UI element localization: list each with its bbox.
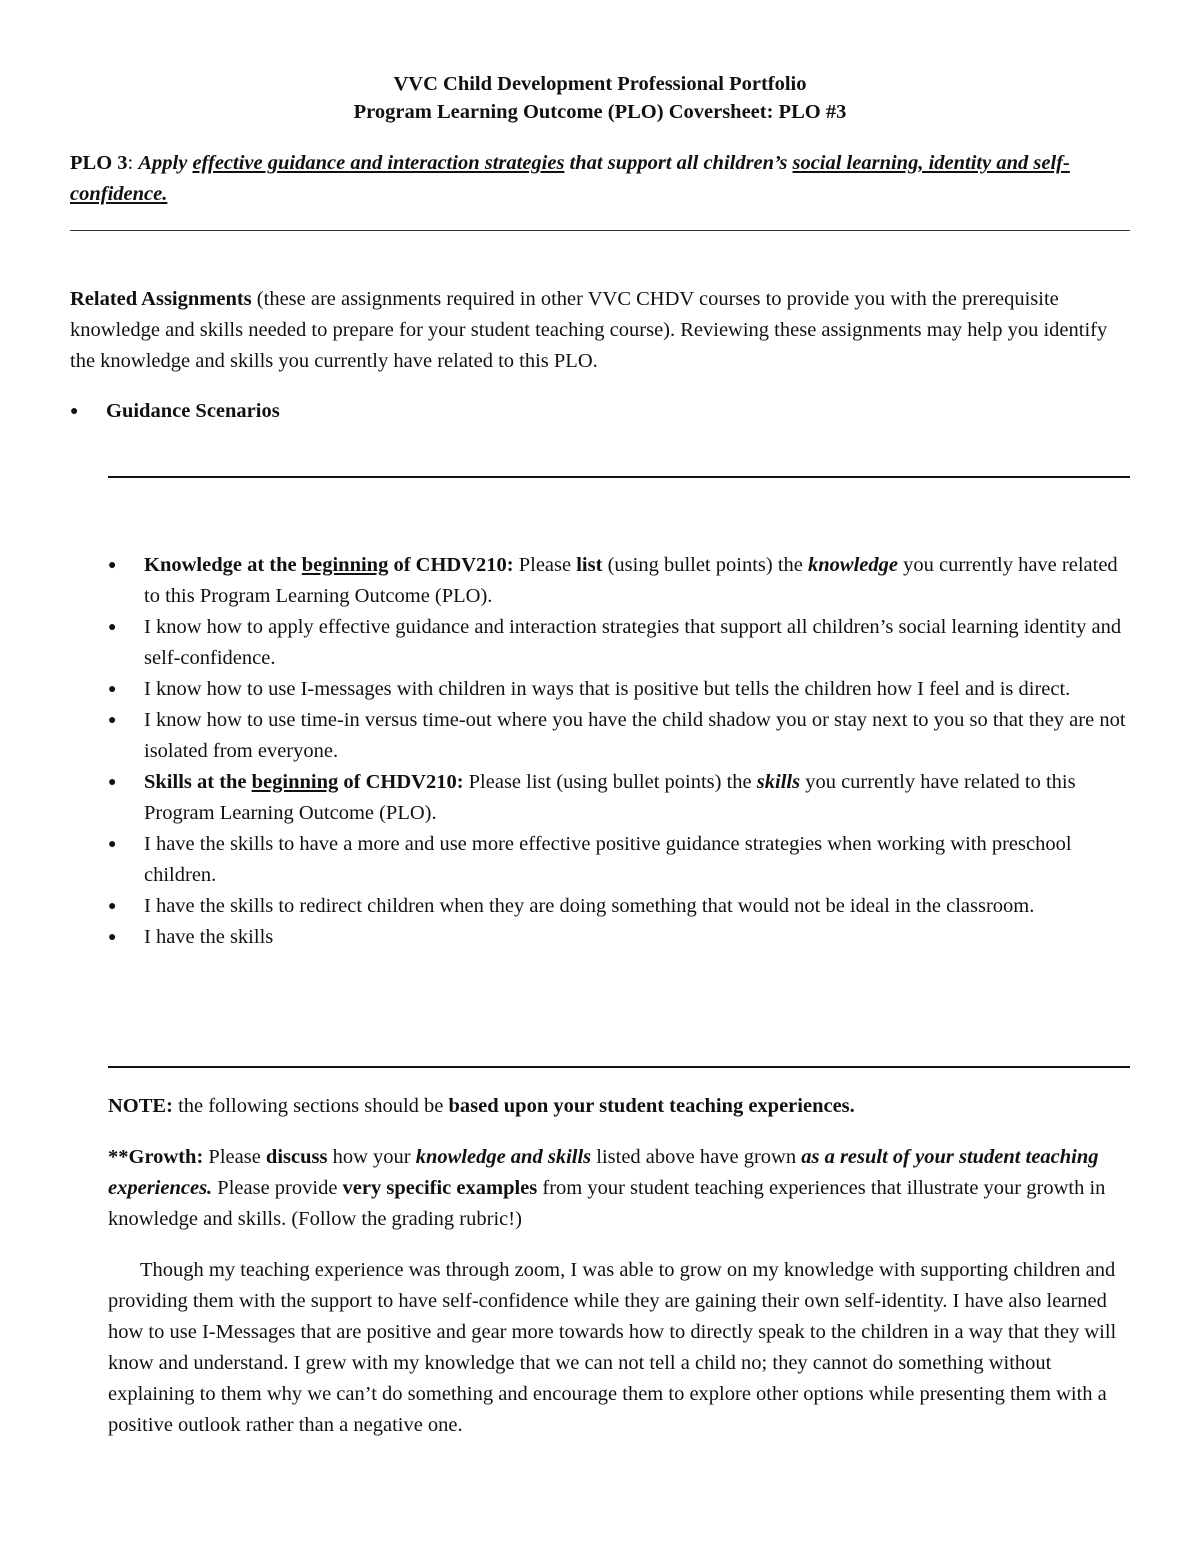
- note-paragraph: NOTE: the following sections should be based upon your student teaching experiences.: [108, 1095, 855, 1117]
- growth-prompt: **Growth: Please discuss how your knowledge and skills listed above have grown as a result of your student teaching experiences. Please provide very specific examples from your student teaching experiences that illustrate your growth in knowledge and skills. (Follow the grading rubric!): [108, 1146, 1106, 1230]
- growth-response: Though my teaching experience was through zoom, I was able to grow on my knowledge with supporting children and providing them with the support to have self-confidence while they are gaining their own self-identity. I have also learned how to use I-Messages that are positive and gear more towards how to directly speak to the children in a way that they will know and understand. I grew with my knowledge that we can not tell a child no; they cannot do something without explaining to them why we can’t do something and encourage them to explore other options while presenting them with a positive outlook rather than a negative one.: [108, 1259, 1117, 1436]
- knowledge-item: ● I know how to use time-in versus time-out where you have the child shadow you or stay next to you so that they are not isolated from everyone.: [108, 705, 1128, 767]
- plo-label: PLO 3: [70, 152, 128, 174]
- related-text: (these are assignments required in other VVC CHDV courses to provide you with the prerequisite knowledge and skills needed to prepare for your student teaching course). Reviewing these assignments may help you identify the knowledge and skills you currently have related to this PLO.: [70, 288, 1108, 372]
- title-line-1: VVC Child Development Professional Portfolio: [393, 73, 807, 95]
- plo-statement: [70, 148, 1130, 210]
- list-item-guidance-scenarios: ● Guidance Scenarios: [70, 396, 1130, 427]
- knowledge-header-item: ● Knowledge at the beginning of CHDV210: Please list (using bullet points) the knowledge you currently have related to this Program Learning Outcome (PLO).: [108, 550, 1128, 612]
- plo-apply: Apply: [138, 152, 193, 174]
- skills-item: ● I have the skills to have a more and use more effective positive guidance strategies when working with preschool children.: [108, 829, 1128, 891]
- related-label: Related Assignments: [70, 288, 252, 310]
- page-title: [0, 70, 1200, 126]
- plo-mid: that support all children’s: [564, 152, 793, 174]
- skills-item: ● I have the skills: [108, 922, 1128, 953]
- divider-upper: [108, 476, 1130, 478]
- related-list: [70, 396, 1130, 427]
- divider-plo: [70, 230, 1130, 231]
- plo-underline-2: social learning, identity and self-confidence.: [70, 152, 1070, 205]
- skills-header-item: ● Skills at the beginning of CHDV210: Please list (using bullet points) the skills you currently have related to this Program Learning Outcome (PLO).: [108, 767, 1128, 829]
- plo-underline-1: effective guidance and interaction strategies: [192, 152, 565, 174]
- growth-section: [108, 1091, 1128, 1461]
- related-assignments: [70, 284, 1130, 377]
- knowledge-item: ● I know how to apply effective guidance and interaction strategies that support all children’s social learning identity and self-confidence.: [108, 612, 1128, 674]
- knowledge-item: ● I know how to use I-messages with children in ways that is positive but tells the children how I feel and is direct.: [108, 674, 1128, 705]
- plo-sep: :: [127, 152, 139, 174]
- title-line-2: Program Learning Outcome (PLO) Coversheet: PLO #3: [353, 101, 847, 123]
- knowledge-skills-list: [108, 550, 1128, 953]
- skills-item: ● I have the skills to redirect children when they are doing something that would not be ideal in the classroom.: [108, 891, 1128, 922]
- divider-lower: [108, 1066, 1130, 1068]
